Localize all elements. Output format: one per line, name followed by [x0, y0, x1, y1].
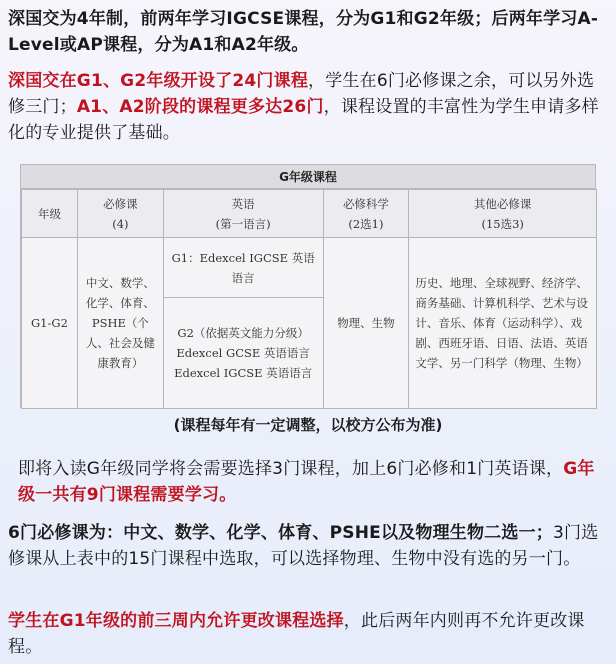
selection-text: 即将入读G年级同学将会需要选择3门课程，加上6门必修和1门英语课，	[18, 459, 564, 479]
cell-required: 中文、数学、化学、体育、PSHE（个人、社会及健康教育）	[77, 238, 163, 409]
header-required: 必修课 (4)	[77, 190, 163, 238]
intro-text: 深国交为4年制，前两年学习IGCSE课程，分为G1和G2年级；后两年学习A-Level或AP课程，分为A1和A2年级。	[8, 9, 599, 55]
cell-science: 物理、生物	[323, 238, 409, 409]
required-courses-bold: 6门必修课为：中文、数学、化学、体育、PSHE以及物理生物二选一；	[8, 523, 553, 543]
g-course-count-highlight: 深国交在G1、G2年级开设了24门课程	[8, 71, 309, 91]
change-policy-paragraph	[8, 608, 610, 660]
intro-paragraph	[8, 6, 610, 58]
course-table	[21, 189, 597, 409]
total-courses-highlight: G年级一共有9门课程需要学习。	[18, 459, 595, 505]
elective-text: ，学生在6门必修课之余，可以另外选修三门；	[8, 71, 595, 117]
foundation-text: ，课程设置的丰富性为学生申请多样化的专业提供了基础。	[8, 97, 599, 143]
cell-other: 历史、地理、全球视野、经济学、商务基础、计算机科学、艺术与设计、音乐、体育（运动科学）、戏剧、西班牙语、日语、法语、英语文学、另一门科学（物理、生物）	[409, 238, 597, 409]
header-other: 其他必修课 (15选3)	[409, 190, 597, 238]
cell-grade: G1-G2	[22, 238, 78, 409]
table-title: G年级课程	[21, 165, 595, 189]
table-row	[22, 238, 597, 298]
cell-english-g1: G1：Edexcel IGCSE 英语语言	[163, 238, 323, 298]
table-header-row	[22, 190, 597, 238]
header-english: 英语 (第一语言)	[163, 190, 323, 238]
courses-count-paragraph	[8, 68, 610, 146]
elective-selection-text: 3门选修课从上表中的15门课程中选取，可以选择物理、生物中没有选的另一门。	[8, 523, 599, 569]
header-grade: 年级	[22, 190, 78, 238]
required-courses-paragraph	[8, 520, 610, 572]
a-course-count-highlight: A1、A2阶段的课程更多达26门	[76, 97, 324, 117]
selection-paragraph	[8, 456, 610, 508]
table-caption: (课程每年有一定调整，以校方公布为准)	[173, 416, 443, 434]
header-science: 必修科学 (2选1)	[323, 190, 409, 238]
change-window-highlight: 学生在G1年级的前三周内允许更改课程选择	[8, 611, 344, 631]
change-policy-text: ，此后两年内则再不允许更改课程。	[8, 611, 585, 657]
course-table-image	[20, 164, 596, 408]
cell-english-g2: G2（依据英文能力分级） Edexcel GCSE 英语语言 Edexcel IGCSE 英语语言	[163, 298, 323, 409]
